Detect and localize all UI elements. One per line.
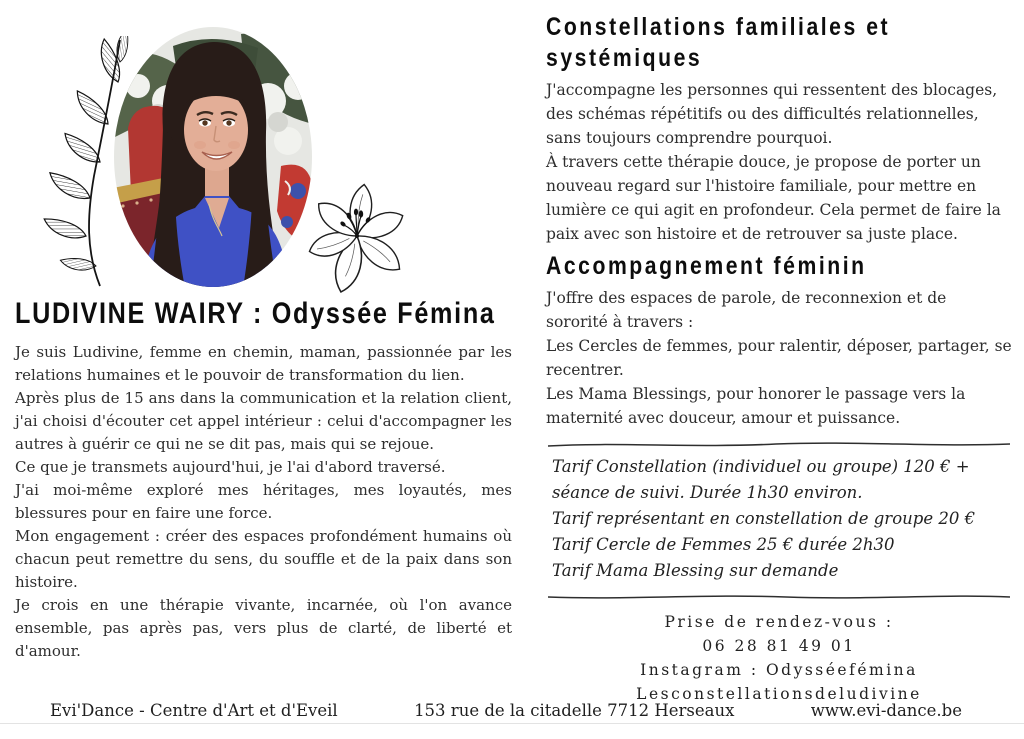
right-column (546, 10, 1012, 706)
bio-paragraph: J'ai moi-même exploré mes héritages, mes loyautés, mes blessures pour en faire une force. (15, 481, 512, 522)
footer-website: www.evi-dance.be (810, 701, 962, 720)
section-paragraph: J'offre des espaces de parole, de reconnexion et de sororité à travers : (546, 289, 947, 331)
tariff-line: Tarif représentant en constellation de groupe 20 € (552, 509, 976, 528)
section-heading-constellations: Constellations familiales et systémiques (546, 13, 891, 72)
tariff-list (546, 454, 1012, 584)
contact-block (546, 610, 1012, 706)
section-heading-accompagnement: Accompagnement féminin (546, 252, 867, 280)
section-paragraph: Les Mama Blessings, pour honorer le passage vers la maternité avec douceur, amour et puissance. (546, 385, 966, 427)
contact-instagram-handle: Instagram : Odysséefémina (640, 661, 918, 679)
bio-paragraph: Après plus de 15 ans dans la communication et la relation client, j'ai choisi d'écouter cet appel intérieur : celui d'accompagner les autres à guérir ce qui ne se dit pas, mais qui se rejoue. (15, 389, 512, 453)
bio-paragraph: Je suis Ludivine, femme en chemin, maman, passionnée par les relations humaines et le pouvoir de transformation du lien. (15, 343, 512, 384)
section-paragraph: À travers cette thérapie douce, je propose de porter un nouveau regard sur l'histoire familiale, pour mettre en lumière ce qui agit en profondeur. Cela permet de faire la paix avec son histoire et de retrouver sa juste place. (546, 153, 1001, 243)
bio-paragraph: Je crois en une thérapie vivante, incarnée, où l'on avance ensemble, pas après pas, vers plus de clarté, de liberté et d'amour. (15, 596, 512, 660)
footer-address: 153 rue de la citadelle 7712 Herseaux (414, 701, 735, 720)
left-column (15, 0, 512, 663)
tariff-line: Tarif Mama Blessing sur demande (552, 561, 839, 580)
footer (0, 701, 1024, 720)
blossom-flower-illustration (297, 166, 411, 300)
bio-paragraph: Mon engagement : créer des espaces profondément humains où chacun peut remettre du sens, du souffle et de la paix dans son histoire. (15, 527, 512, 591)
tariff-line: Tarif Cercle de Femmes 25 € durée 2h30 (552, 535, 895, 554)
portrait-photo (113, 26, 313, 288)
contact-appointment-label: Prise de rendez-vous : (664, 613, 894, 631)
hero-illustrations (15, 0, 512, 296)
hand-drawn-divider-line (546, 440, 1012, 450)
footer-venue: Evi'Dance - Centre d'Art et d'Eveil (50, 701, 338, 720)
page-title: LUDIVINE WAIRY : Odyssée Fémina (15, 297, 496, 330)
bio-text (15, 341, 512, 663)
section-paragraph: Les Cercles de femmes, pour ralentir, déposer, partager, se recentrer. (546, 337, 1012, 379)
contact-phone-number: 06 28 81 49 01 (702, 637, 856, 655)
section-paragraph: J'accompagne les personnes qui ressentent des blocages, des schémas répétitifs ou des difficultés relationnelles, sans toujours comprendre pourquoi. (546, 81, 998, 147)
contact-instagram-handle-2: Lesconstellationsdeludivine (636, 685, 922, 703)
hand-drawn-divider-line (546, 592, 1012, 602)
footer-divider-line (0, 723, 1024, 724)
bio-paragraph: Ce que je transmets aujourd'hui, je l'ai d'abord traversé. (15, 458, 446, 476)
tariff-line: Tarif Constellation (individuel ou groupe) 120 € + séance de suivi. Durée 1h30 environ. (552, 457, 970, 502)
